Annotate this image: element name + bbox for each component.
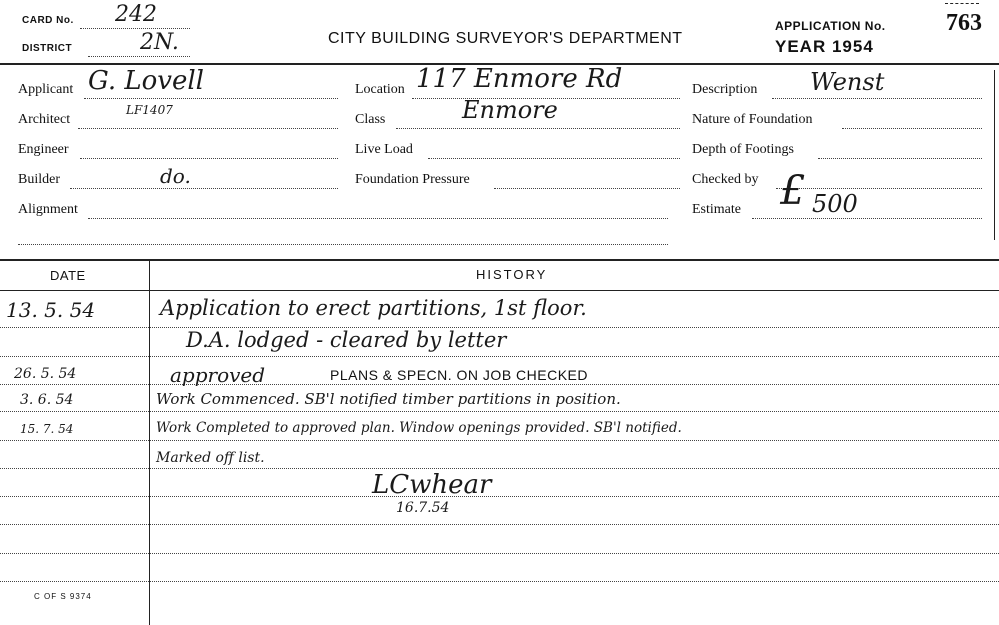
builder-value: do. xyxy=(160,164,191,188)
ruled-line xyxy=(0,468,999,469)
alignment-label: Alignment xyxy=(18,202,78,217)
application-no-label: APPLICATION No. xyxy=(775,19,886,33)
architect-line xyxy=(78,128,338,129)
application-no-value: 763 xyxy=(946,10,982,36)
card-no-label: CARD No. xyxy=(22,15,74,26)
description-value: Wenst xyxy=(810,68,885,96)
district-label: DISTRICT xyxy=(22,43,73,54)
depth-of-footings-line xyxy=(818,158,982,159)
history-entry: Marked off list. xyxy=(156,450,265,466)
ruled-line xyxy=(0,524,999,525)
application-no-overline xyxy=(945,3,979,4)
signature-date: 16.7.54 xyxy=(396,500,450,516)
class-value: Enmore xyxy=(462,96,558,124)
signature: LCwhear xyxy=(372,470,492,500)
nature-of-foundation-line xyxy=(842,128,982,129)
depth-of-footings-label: Depth of Footings xyxy=(692,142,794,157)
history-entry: Work Completed to approved plan. Window openings provided. SB'l notified. xyxy=(156,420,682,436)
district-line xyxy=(88,56,190,57)
nature-of-foundation-label: Nature of Foundation xyxy=(692,112,813,127)
location-label: Location xyxy=(355,82,405,97)
history-date: 15. 7. 54 xyxy=(20,422,74,436)
ruled-line xyxy=(0,496,999,497)
district-value: 2N. xyxy=(140,30,179,55)
header-row-rule xyxy=(0,290,999,291)
ruled-line xyxy=(0,553,999,554)
live-load-line xyxy=(428,158,680,159)
blank-line-1 xyxy=(18,244,668,245)
history-entry: D.A. lodged - cleared by letter xyxy=(186,328,507,352)
applicant-value: G. Lovell xyxy=(88,66,204,96)
architect-label: Architect xyxy=(18,112,71,127)
applicant-label: Applicant xyxy=(18,82,74,97)
description-line xyxy=(772,98,982,99)
builder-label: Builder xyxy=(18,172,60,187)
checked-by-label: Checked by xyxy=(692,172,759,187)
foundation-pressure-label: Foundation Pressure xyxy=(355,172,470,187)
history-entry: approved xyxy=(170,363,266,387)
history-header: HISTORY xyxy=(476,267,548,282)
date-header: DATE xyxy=(50,268,86,283)
engineer-line xyxy=(80,158,338,159)
foundation-pressure-line xyxy=(494,188,680,189)
estimate-value: 500 xyxy=(812,190,858,218)
builder-line xyxy=(70,188,338,189)
ruled-line xyxy=(0,440,999,441)
year-label: YEAR 1954 xyxy=(775,37,874,56)
history-date: 26. 5. 54 xyxy=(14,366,77,382)
architect-value: LF1407 xyxy=(126,103,173,117)
ruled-line xyxy=(0,356,999,357)
history-date: 13. 5. 54 xyxy=(6,298,96,322)
department-title: CITY BUILDING SURVEYOR'S DEPARTMENT xyxy=(328,30,683,47)
history-date: 3. 6. 54 xyxy=(20,392,74,408)
right-edge-mark xyxy=(994,70,995,240)
live-load-label: Live Load xyxy=(355,142,413,157)
estimate-line xyxy=(752,218,982,219)
history-entry: Work Commenced. SB'l notified timber partitions in position. xyxy=(156,390,621,408)
location-value: 117 Enmore Rd xyxy=(416,64,623,94)
checked-by-line xyxy=(776,188,982,189)
class-label: Class xyxy=(355,112,386,127)
date-column-divider xyxy=(149,260,150,625)
class-line xyxy=(396,128,680,129)
ruled-line xyxy=(0,581,999,582)
form-code: C OF S 9374 xyxy=(34,592,92,601)
history-entry: Application to erect partitions, 1st floor. xyxy=(160,296,587,320)
alignment-line xyxy=(88,218,668,219)
ruled-line xyxy=(0,384,999,385)
description-label: Description xyxy=(692,82,758,97)
applicant-line xyxy=(84,98,338,99)
history-stamp: PLANS & SPECN. ON JOB CHECKED xyxy=(330,367,589,383)
estimate-label: Estimate xyxy=(692,202,741,217)
card-no-line xyxy=(80,28,190,29)
ruled-line xyxy=(0,411,999,412)
card-no-value: 242 xyxy=(115,2,157,27)
engineer-label: Engineer xyxy=(18,142,69,157)
checked-by-value: £ xyxy=(780,168,806,214)
